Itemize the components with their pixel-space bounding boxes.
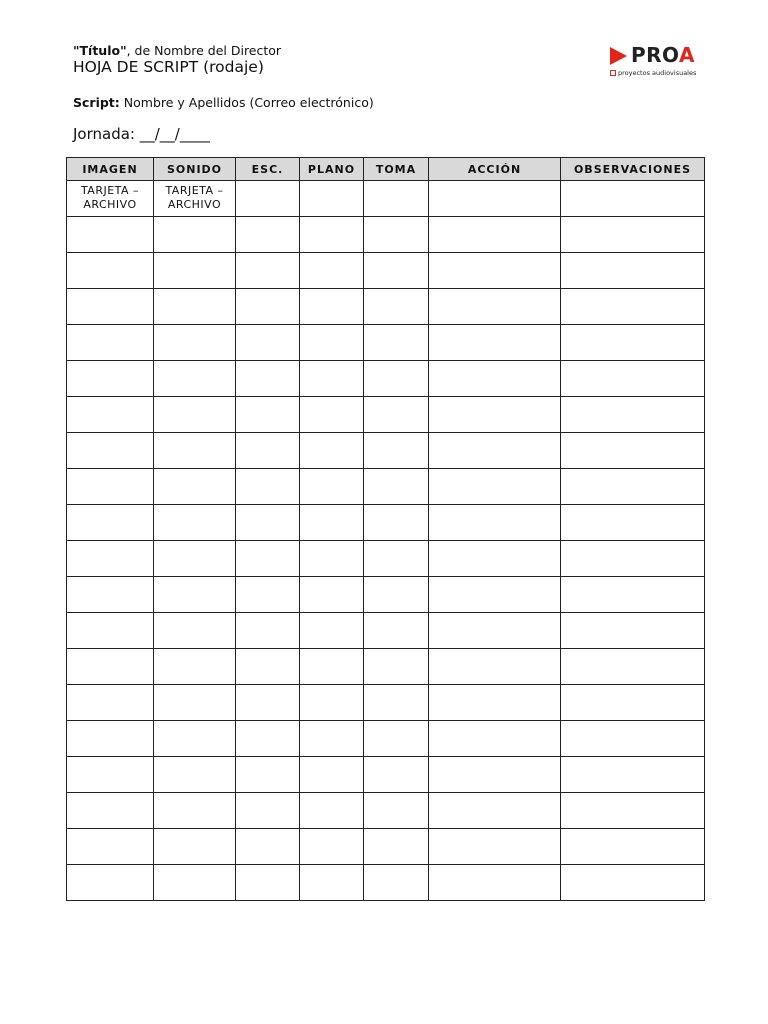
cell-toma[interactable] [364, 793, 429, 829]
script-label: Script: [73, 95, 120, 110]
column-header-toma: TOMA [364, 158, 429, 181]
table-row [67, 649, 705, 685]
cell-esc[interactable] [236, 865, 300, 901]
cell-imagen[interactable] [67, 685, 154, 721]
cell-plano[interactable] [300, 289, 364, 325]
cell-toma[interactable] [364, 253, 429, 289]
table-row [67, 721, 705, 757]
logo-seal-icon [610, 70, 616, 76]
cell-imagen[interactable] [67, 397, 154, 433]
cell-plano[interactable] [300, 325, 364, 361]
cell-toma[interactable] [364, 181, 429, 217]
cell-toma[interactable] [364, 541, 429, 577]
cell-plano[interactable] [300, 469, 364, 505]
cell-imagen[interactable] [67, 325, 154, 361]
cell-esc[interactable] [236, 289, 300, 325]
cell-observaciones[interactable] [561, 433, 705, 469]
jornada-date-line: Jornada: __/__/____ [73, 125, 210, 143]
column-header-accion: ACCIÓN [429, 158, 561, 181]
cell-plano[interactable] [300, 433, 364, 469]
cell-sonido[interactable] [154, 253, 236, 289]
cell-plano[interactable] [300, 181, 364, 217]
column-header-imagen: IMAGEN [67, 158, 154, 181]
cell-sonido[interactable] [154, 433, 236, 469]
cell-observaciones[interactable] [561, 505, 705, 541]
cell-esc[interactable] [236, 685, 300, 721]
table-row [67, 217, 705, 253]
cell-esc[interactable] [236, 757, 300, 793]
logo-tagline: proyectos audiovisuales [610, 69, 696, 77]
column-header-observaciones: OBSERVACIONES [561, 158, 705, 181]
cell-accion[interactable] [429, 469, 561, 505]
cell-sonido[interactable]: TARJETA – ARCHIVO [154, 181, 236, 217]
cell-esc[interactable] [236, 181, 300, 217]
table-row [67, 757, 705, 793]
cell-accion[interactable] [429, 505, 561, 541]
table-row [67, 181, 705, 217]
cell-imagen[interactable] [67, 505, 154, 541]
cell-sonido[interactable] [154, 541, 236, 577]
cell-accion[interactable] [429, 253, 561, 289]
cell-sonido[interactable] [154, 397, 236, 433]
cell-accion[interactable] [429, 325, 561, 361]
cell-observaciones[interactable] [561, 649, 705, 685]
cell-imagen[interactable] [67, 721, 154, 757]
cell-imagen[interactable] [67, 289, 154, 325]
cell-accion[interactable] [429, 541, 561, 577]
cell-sonido[interactable] [154, 289, 236, 325]
cell-observaciones[interactable] [561, 793, 705, 829]
cell-observaciones[interactable] [561, 721, 705, 757]
cell-esc[interactable] [236, 793, 300, 829]
cell-esc[interactable] [236, 361, 300, 397]
cell-toma[interactable] [364, 433, 429, 469]
cell-observaciones[interactable] [561, 577, 705, 613]
cell-accion[interactable] [429, 217, 561, 253]
cell-accion[interactable] [429, 361, 561, 397]
cell-imagen[interactable] [67, 829, 154, 865]
film-title: "Título" [73, 43, 127, 58]
cell-plano[interactable] [300, 253, 364, 289]
cell-observaciones[interactable] [561, 613, 705, 649]
table-row [67, 613, 705, 649]
cell-toma[interactable] [364, 397, 429, 433]
table-row [67, 469, 705, 505]
cell-plano[interactable] [300, 721, 364, 757]
cell-toma[interactable] [364, 685, 429, 721]
cell-plano[interactable] [300, 505, 364, 541]
cell-imagen[interactable] [67, 361, 154, 397]
cell-toma[interactable] [364, 757, 429, 793]
table-row [67, 829, 705, 865]
cell-esc[interactable] [236, 253, 300, 289]
cell-sonido[interactable] [154, 865, 236, 901]
cell-imagen[interactable] [67, 469, 154, 505]
cell-accion[interactable] [429, 757, 561, 793]
table-row [67, 577, 705, 613]
play-triangle-icon [610, 47, 627, 65]
script-supervisor-name: Nombre y Apellidos (Correo electrónico) [119, 95, 374, 110]
table-row [67, 505, 705, 541]
cell-esc[interactable] [236, 649, 300, 685]
cell-observaciones[interactable] [561, 181, 705, 217]
cell-imagen[interactable] [67, 433, 154, 469]
cell-esc[interactable] [236, 829, 300, 865]
cell-plano[interactable] [300, 217, 364, 253]
cell-toma[interactable] [364, 325, 429, 361]
cell-toma[interactable] [364, 649, 429, 685]
cell-esc[interactable] [236, 505, 300, 541]
cell-toma[interactable] [364, 289, 429, 325]
cell-sonido[interactable] [154, 469, 236, 505]
cell-accion[interactable] [429, 685, 561, 721]
column-header-sonido: SONIDO [154, 158, 236, 181]
cell-imagen[interactable] [67, 757, 154, 793]
table-row [67, 253, 705, 289]
cell-observaciones[interactable] [561, 469, 705, 505]
cell-toma[interactable] [364, 469, 429, 505]
cell-observaciones[interactable] [561, 757, 705, 793]
director-credit: , de Nombre del Director [126, 43, 282, 58]
cell-accion[interactable] [429, 721, 561, 757]
cell-imagen[interactable]: TARJETA – ARCHIVO [67, 181, 154, 217]
cell-plano[interactable] [300, 649, 364, 685]
cell-toma[interactable] [364, 721, 429, 757]
cell-esc[interactable] [236, 397, 300, 433]
table-row [67, 289, 705, 325]
cell-toma[interactable] [364, 505, 429, 541]
cell-accion[interactable] [429, 829, 561, 865]
cell-sonido[interactable] [154, 361, 236, 397]
cell-observaciones[interactable] [561, 397, 705, 433]
cell-toma[interactable] [364, 577, 429, 613]
cell-observaciones[interactable] [561, 253, 705, 289]
cell-plano[interactable] [300, 397, 364, 433]
table-row [67, 361, 705, 397]
script-log-table [66, 157, 705, 901]
table-row [67, 433, 705, 469]
proa-logo [610, 44, 710, 80]
cell-toma[interactable] [364, 217, 429, 253]
cell-esc[interactable] [236, 217, 300, 253]
cell-sonido[interactable] [154, 721, 236, 757]
cell-observaciones[interactable] [561, 325, 705, 361]
cell-observaciones[interactable] [561, 541, 705, 577]
cell-sonido[interactable] [154, 325, 236, 361]
logo-wordmark: PROA [631, 43, 696, 67]
cell-plano[interactable] [300, 865, 364, 901]
table-header-row [67, 158, 705, 181]
cell-accion[interactable] [429, 433, 561, 469]
cell-imagen[interactable] [67, 865, 154, 901]
cell-imagen[interactable] [67, 649, 154, 685]
sheet-title: HOJA DE SCRIPT (rodaje) [73, 58, 264, 76]
cell-observaciones[interactable] [561, 217, 705, 253]
column-header-esc: ESC. [236, 158, 300, 181]
cell-imagen[interactable] [67, 793, 154, 829]
cell-toma[interactable] [364, 829, 429, 865]
cell-imagen[interactable] [67, 253, 154, 289]
table-row [67, 325, 705, 361]
cell-plano[interactable] [300, 613, 364, 649]
cell-plano[interactable] [300, 829, 364, 865]
cell-sonido[interactable] [154, 649, 236, 685]
cell-esc[interactable] [236, 325, 300, 361]
cell-accion[interactable] [429, 793, 561, 829]
cell-observaciones[interactable] [561, 289, 705, 325]
cell-sonido[interactable] [154, 577, 236, 613]
cell-esc[interactable] [236, 469, 300, 505]
cell-sonido[interactable] [154, 757, 236, 793]
cell-sonido[interactable] [154, 217, 236, 253]
cell-esc[interactable] [236, 577, 300, 613]
cell-toma[interactable] [364, 613, 429, 649]
cell-esc[interactable] [236, 433, 300, 469]
cell-sonido[interactable] [154, 505, 236, 541]
cell-accion[interactable] [429, 865, 561, 901]
cell-plano[interactable] [300, 577, 364, 613]
cell-plano[interactable] [300, 793, 364, 829]
cell-imagen[interactable] [67, 217, 154, 253]
column-header-plano: PLANO [300, 158, 364, 181]
cell-observaciones[interactable] [561, 865, 705, 901]
cell-imagen[interactable] [67, 541, 154, 577]
cell-observaciones[interactable] [561, 829, 705, 865]
cell-accion[interactable] [429, 397, 561, 433]
cell-accion[interactable] [429, 613, 561, 649]
cell-accion[interactable] [429, 649, 561, 685]
cell-imagen[interactable] [67, 613, 154, 649]
cell-esc[interactable] [236, 613, 300, 649]
cell-observaciones[interactable] [561, 361, 705, 397]
cell-plano[interactable] [300, 361, 364, 397]
cell-accion[interactable] [429, 289, 561, 325]
cell-toma[interactable] [364, 361, 429, 397]
cell-sonido[interactable] [154, 793, 236, 829]
cell-plano[interactable] [300, 757, 364, 793]
cell-imagen[interactable] [67, 577, 154, 613]
cell-esc[interactable] [236, 721, 300, 757]
table-row [67, 865, 705, 901]
script-supervisor-line [73, 95, 374, 110]
cell-plano[interactable] [300, 685, 364, 721]
cell-accion[interactable] [429, 181, 561, 217]
table-row [67, 685, 705, 721]
film-title-line [73, 43, 281, 58]
cell-sonido[interactable] [154, 685, 236, 721]
cell-plano[interactable] [300, 541, 364, 577]
table-row [67, 793, 705, 829]
cell-sonido[interactable] [154, 613, 236, 649]
cell-esc[interactable] [236, 541, 300, 577]
table-row [67, 541, 705, 577]
cell-observaciones[interactable] [561, 685, 705, 721]
cell-accion[interactable] [429, 577, 561, 613]
cell-sonido[interactable] [154, 829, 236, 865]
table-row [67, 397, 705, 433]
cell-toma[interactable] [364, 865, 429, 901]
